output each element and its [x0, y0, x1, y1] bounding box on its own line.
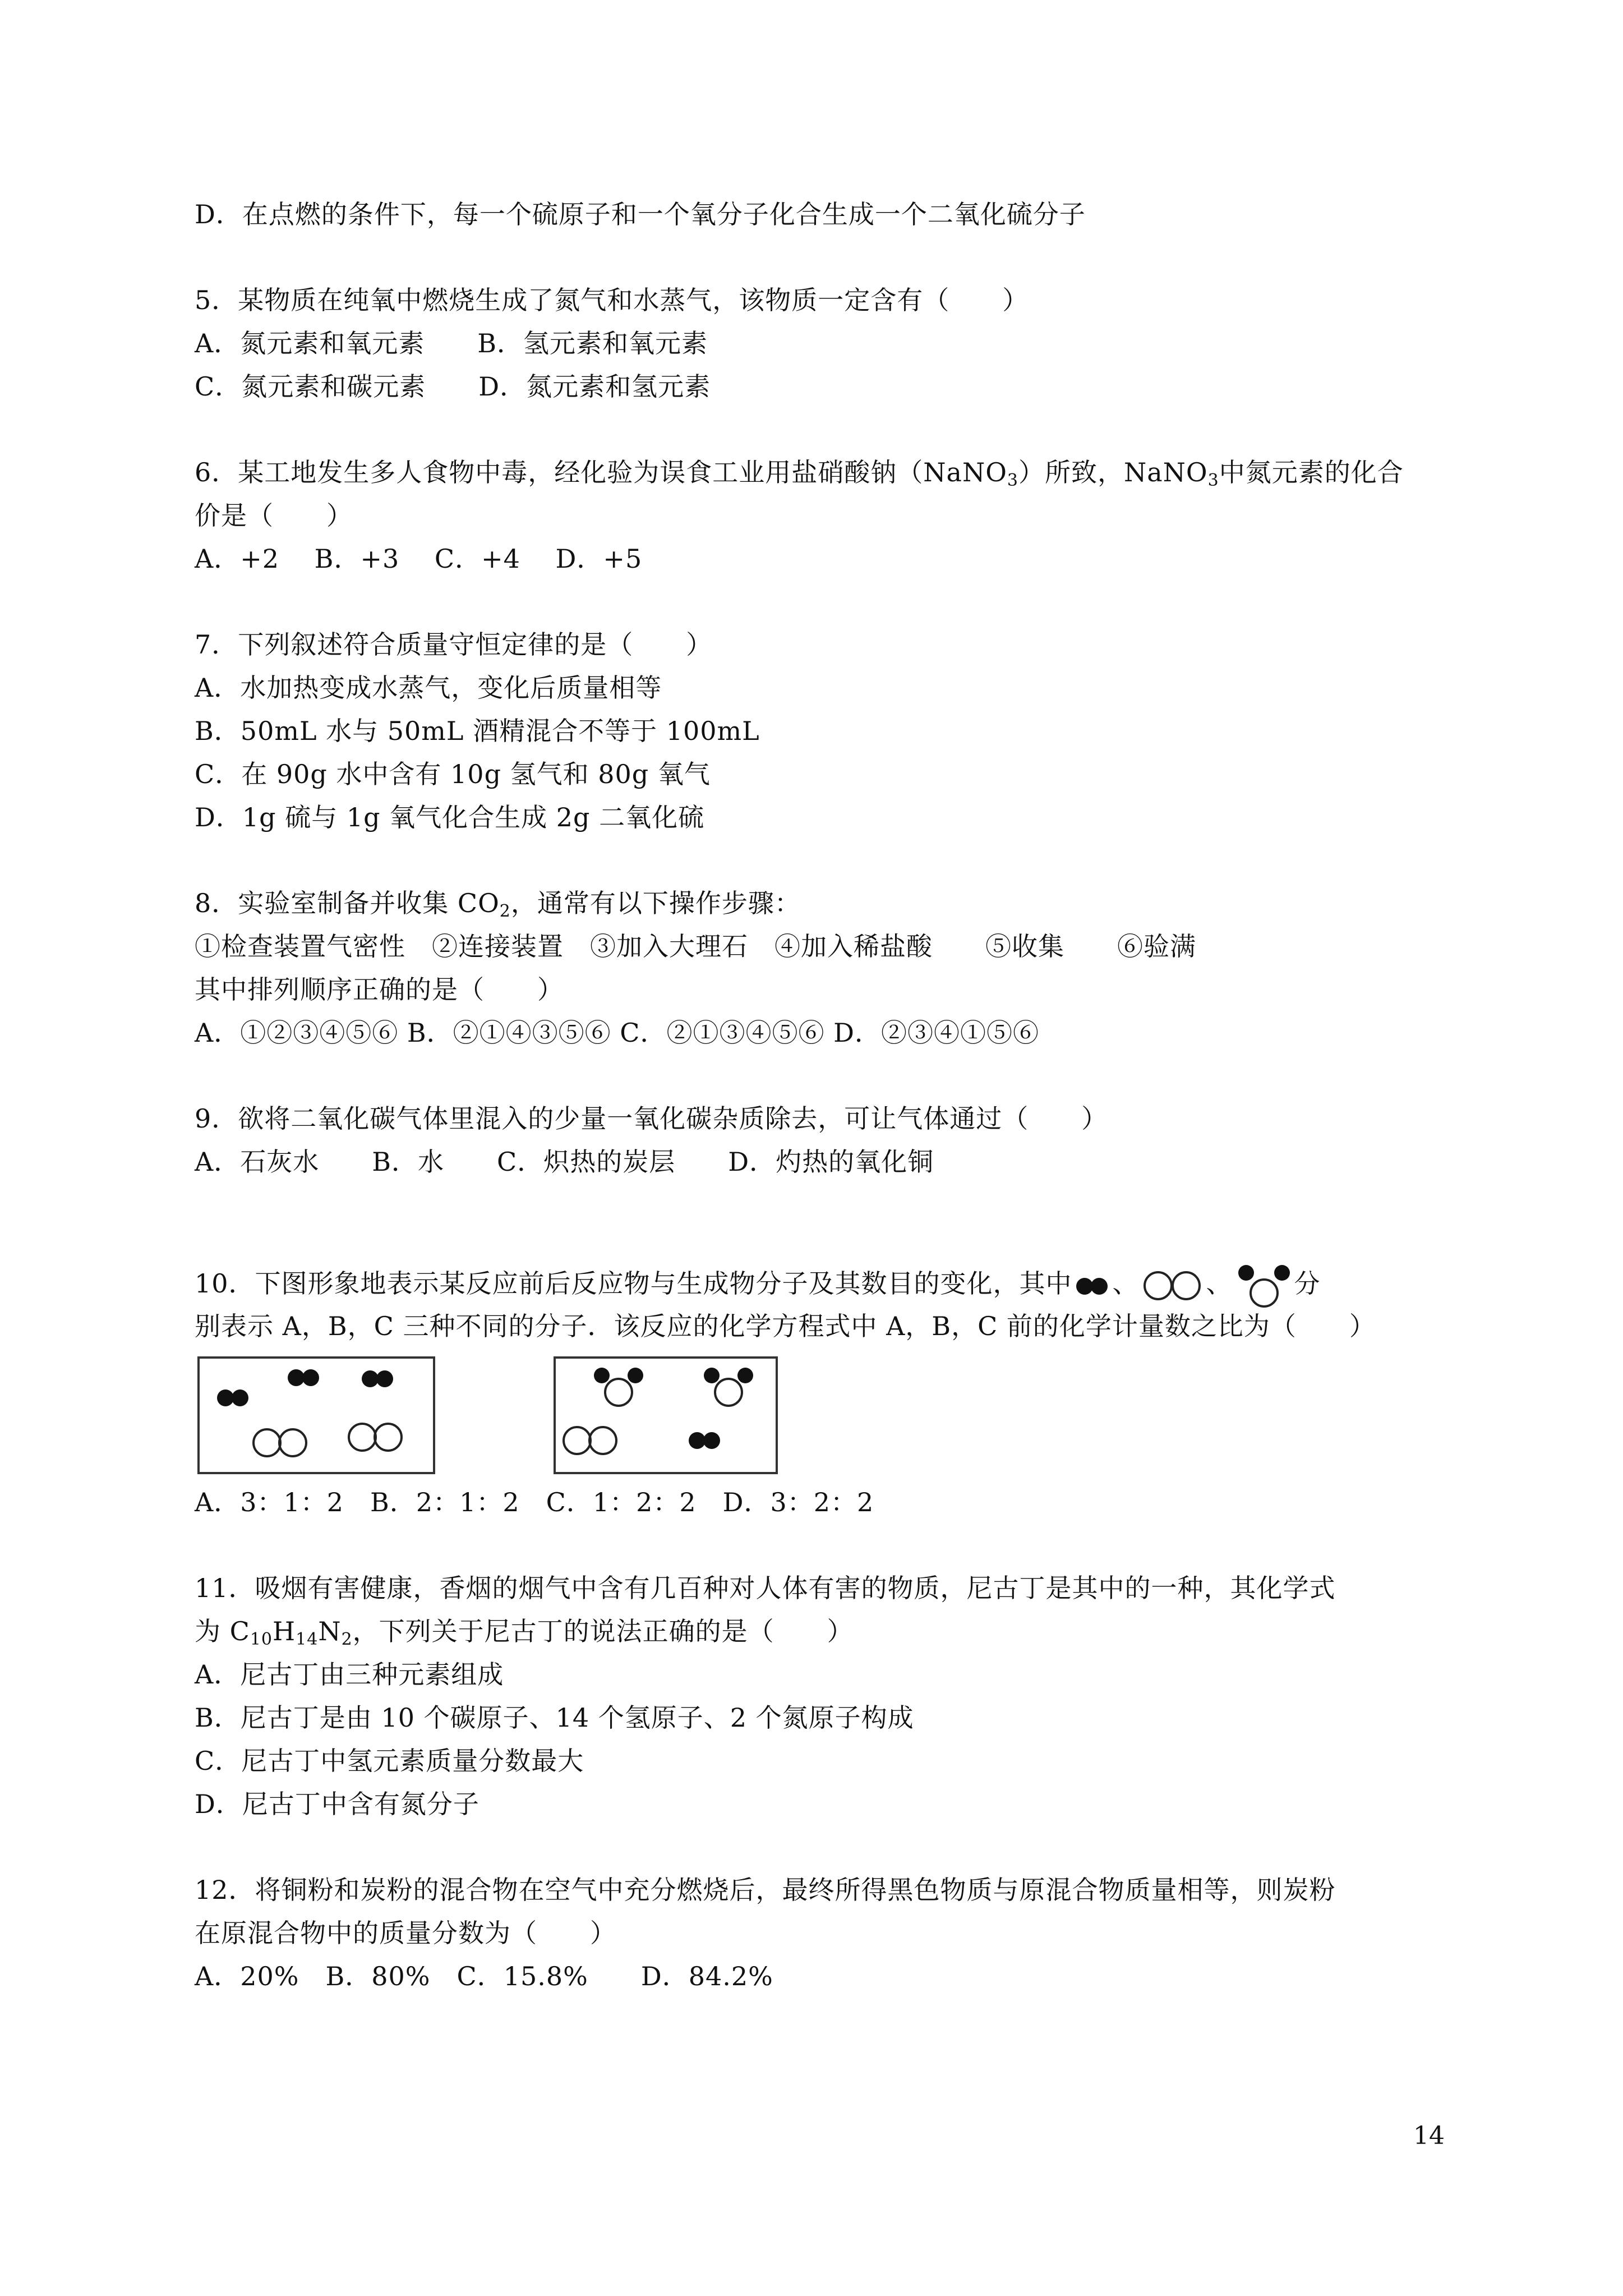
q4-option-d: D．在点燃的条件下，每一个硫原子和一个氧分子化合生成一个二氧化硫分子	[195, 199, 1086, 229]
q7-option-d: D．1g 硫与 1g 氧气化合生成 2g 二氧化硫	[195, 802, 705, 832]
q12-stem: 12．将铜粉和炭粉的混合物在空气中充分燃烧后，最终所得黑色物质与原混合物质量相等，则炭粉	[195, 1875, 1336, 1905]
q6-stem-part: 6．某工地发生多人食物中毒，经化验为误食工业用盐硝酸钠（NaNO	[195, 457, 1007, 487]
molecule-b	[564, 1427, 616, 1454]
q6-stem-part: ）所致，NaNO	[1018, 457, 1208, 487]
q11-stem-part: 为 C	[195, 1616, 250, 1646]
q12-stem-continued: 在原混合物中的质量分数为（ ）	[195, 1918, 616, 1948]
separator: 、	[1112, 1268, 1139, 1299]
molecule-b	[349, 1424, 402, 1451]
reaction-after-diagram	[556, 1359, 776, 1472]
molecule-a	[689, 1432, 720, 1449]
q8-stem-part: 8．实验室制备并收集 CO	[195, 888, 500, 918]
q7-option-a: A．水加热变成水蒸气，变化后质量相等	[195, 673, 662, 703]
q7-option-b: B．50mL 水与 50mL 酒精混合不等于 100mL	[195, 716, 760, 746]
reaction-before-panel	[197, 1356, 435, 1474]
q5-stem: 5．某物质在纯氧中燃烧生成了氮气和水蒸气，该物质一定含有（ ）	[195, 285, 1029, 315]
q6-stem-part: 中氮元素的化合	[1219, 457, 1404, 487]
q10-stem	[195, 1260, 1321, 1299]
molecule-a-icon	[1072, 1273, 1113, 1299]
q8-stem-part: ，通常有以下操作步骤：	[510, 888, 801, 918]
molecule-c	[704, 1368, 753, 1406]
q11-option-d: D．尼古丁中含有氮分子	[195, 1789, 479, 1819]
q10-stem-part: 10．下图形象地表示某反应前后反应物与生成物分子及其数目的变化，其中	[195, 1268, 1072, 1299]
q6-stem	[195, 455, 1404, 489]
q11-stem: 11．吸烟有害健康，香烟的烟气中含有几百种对人体有害的物质，尼古丁是其中的一种，其化学式	[195, 1573, 1336, 1603]
q11-stem-part: N	[318, 1616, 342, 1646]
q11-option-c: C．尼古丁中氢元素质量分数最大	[195, 1746, 584, 1776]
page-number: 14	[1413, 2122, 1445, 2150]
q11-formula-line	[195, 1614, 854, 1648]
q11-stem-part: H	[273, 1616, 296, 1646]
subscript: 10	[250, 1630, 273, 1649]
molecule-b-icon	[1139, 1269, 1206, 1303]
q11-option-a: A．尼古丁由三种元素组成	[195, 1659, 504, 1690]
separator: 、	[1206, 1268, 1233, 1299]
q12-options: A．20% B．80% C．15.8% D．84.2%	[195, 1961, 773, 1991]
molecule-b	[253, 1429, 306, 1456]
q8-stem	[195, 886, 801, 920]
q10-options: A．3：1：2 B．2：1：2 C．1：2：2 D．3：2：2	[195, 1487, 874, 1517]
q7-option-c: C．在 90g 水中含有 10g 氢气和 80g 氧气	[195, 759, 711, 789]
q7-stem: 7．下列叙述符合质量守恒定律的是（ ）	[195, 629, 713, 660]
molecule-a	[217, 1389, 248, 1406]
q11-stem-part: ，下列关于尼古丁的说法正确的是（ ）	[352, 1616, 854, 1646]
q8-options: A．①②③④⑤⑥ B．②①④③⑤⑥ C．②①③④⑤⑥ D．②③④①⑤⑥	[195, 1018, 1039, 1048]
q8-steps: ①检查装置气密性 ②连接装置 ③加入大理石 ④加入稀盐酸 ⑤收集 ⑥验满	[195, 931, 1196, 961]
q6-stem-continued: 价是（ ）	[195, 500, 353, 531]
q5-options-row2: C．氮元素和碳元素 D．氮元素和氢元素	[195, 371, 711, 402]
q5-options-row1: A．氮元素和氧元素 B．氢元素和氧元素	[195, 328, 708, 358]
subscript: 3	[1207, 471, 1219, 490]
q10-stem-part: 分	[1294, 1268, 1321, 1299]
molecule-a	[288, 1369, 319, 1386]
subscript: 2	[341, 1630, 353, 1649]
q6-options: A．+2 B．+3 C．+4 D．+5	[195, 544, 643, 574]
subscript: 2	[499, 901, 511, 921]
reaction-before-diagram	[200, 1359, 433, 1472]
subscript: 3	[1007, 471, 1018, 490]
q10-stem-continued: 别表示 A，B，C 三种不同的分子．该反应的化学方程式中 A，B，C 前的化学计量数之比为（ ）	[195, 1311, 1376, 1341]
molecule-c-icon	[1233, 1260, 1294, 1311]
reaction-after-panel	[554, 1356, 778, 1474]
q9-stem: 9．欲将二氧化碳气体里混入的少量一氧化碳杂质除去，可让气体通过（ ）	[195, 1103, 1108, 1134]
molecule-a	[362, 1370, 393, 1387]
molecule-c	[594, 1368, 643, 1406]
q11-option-b: B．尼古丁是由 10 个碳原子、14 个氢原子、2 个氮原子构成	[195, 1703, 914, 1733]
q8-question: 其中排列顺序正确的是（ ）	[195, 974, 564, 1005]
subscript: 14	[296, 1630, 319, 1649]
q9-options: A．石灰水 B．水 C．炽热的炭层 D．灼热的氧化铜	[195, 1147, 934, 1177]
